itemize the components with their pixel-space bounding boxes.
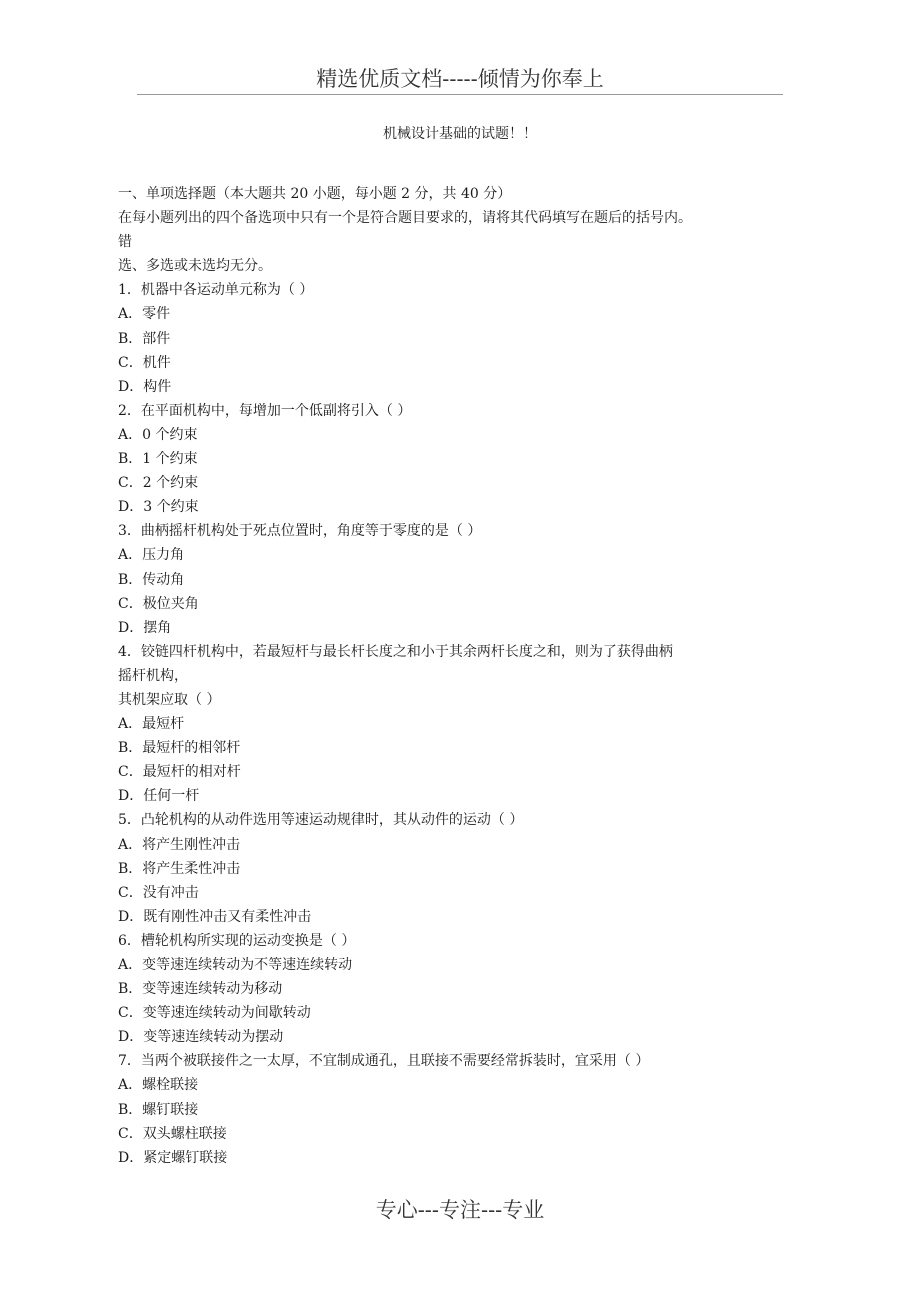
page-header: 精选优质文档-----倾情为你奉上 (316, 67, 604, 91)
answer-option: B．1 个约束 (118, 451, 198, 468)
answer-option: A．压力角 (118, 547, 185, 564)
answer-option: A．最短杆 (118, 716, 185, 733)
instruction-line: 选、多选或未选均无分。 (118, 258, 272, 275)
answer-option: B．传动角 (118, 571, 185, 588)
question-text: 6．槽轮机构所实现的运动变换是（ ） (118, 932, 356, 949)
question-text: 4．铰链四杆机构中，若最短杆与最长杆长度之和小于其余两杆长度之和，则为了获得曲柄 (118, 643, 673, 660)
answer-option: B．螺钉联接 (118, 1101, 199, 1118)
document-body (118, 182, 778, 1170)
answer-option: C．2 个约束 (118, 475, 199, 492)
document-title: 机械设计基础的试题！！ (383, 126, 537, 142)
answer-option: C．变等速连续转动为间歇转动 (118, 1005, 311, 1022)
question-text: 摇杆机构， (118, 667, 188, 684)
question-text: 其机架应取（ ） (118, 691, 221, 708)
question-text: 5．凸轮机构的从动件选用等速运动规律时，其从动件的运动（ ） (118, 812, 524, 829)
answer-option: C．双头螺柱联接 (118, 1125, 227, 1142)
instruction-line: 错 (118, 234, 132, 251)
answer-option: D．任何一杆 (118, 788, 200, 805)
answer-option: A．变等速连续转动为不等速连续转动 (118, 957, 353, 973)
instruction-line: 在每小题列出的四个备选项中只有一个是符合题目要求的，请将其代码填写在题后的括号内。 (118, 210, 692, 227)
question-text: 7．当两个被联接件之一太厚，不宜制成通孔，且联接不需要经常拆装时，宜采用（ ） (118, 1053, 650, 1070)
answer-option: C．极位夹角 (118, 595, 199, 612)
answer-option: B．最短杆的相邻杆 (118, 740, 241, 757)
answer-option: B．部件 (118, 330, 171, 347)
answer-option: C．机件 (118, 354, 171, 371)
answer-option: A．0 个约束 (118, 426, 198, 443)
answer-option: A．零件 (118, 306, 171, 323)
answer-option: C．没有冲击 (118, 884, 199, 901)
answer-option: D．变等速连续转动为摆动 (118, 1029, 284, 1046)
answer-option: A．螺栓联接 (118, 1077, 199, 1094)
answer-option: B．将产生柔性冲击 (118, 860, 241, 877)
page-footer: 专心---专注---专业 (375, 1198, 545, 1222)
answer-option: D．3 个约束 (118, 499, 199, 516)
answer-option: D．摆角 (118, 619, 172, 636)
question-text: 2．在平面机构中，每增加一个低副将引入（ ） (118, 402, 412, 419)
answer-option: D．既有刚性冲击又有柔性冲击 (118, 908, 312, 925)
answer-option: A．将产生刚性冲击 (118, 836, 241, 853)
answer-option: C．最短杆的相对杆 (118, 764, 241, 781)
answer-option: D．构件 (118, 378, 172, 395)
section-heading: 一、单项选择题（本大题共 20 小题，每小题 2 分，共 40 分） (118, 186, 512, 202)
question-text: 3．曲柄摇杆机构处于死点位置时，角度等于零度的是（ ） (118, 523, 482, 540)
answer-option: D．紧定螺钉联接 (118, 1149, 228, 1166)
header-divider (137, 94, 783, 95)
answer-option: B．变等速连续转动为移动 (118, 981, 283, 998)
question-text: 1．机器中各运动单元称为（ ） (118, 282, 314, 299)
